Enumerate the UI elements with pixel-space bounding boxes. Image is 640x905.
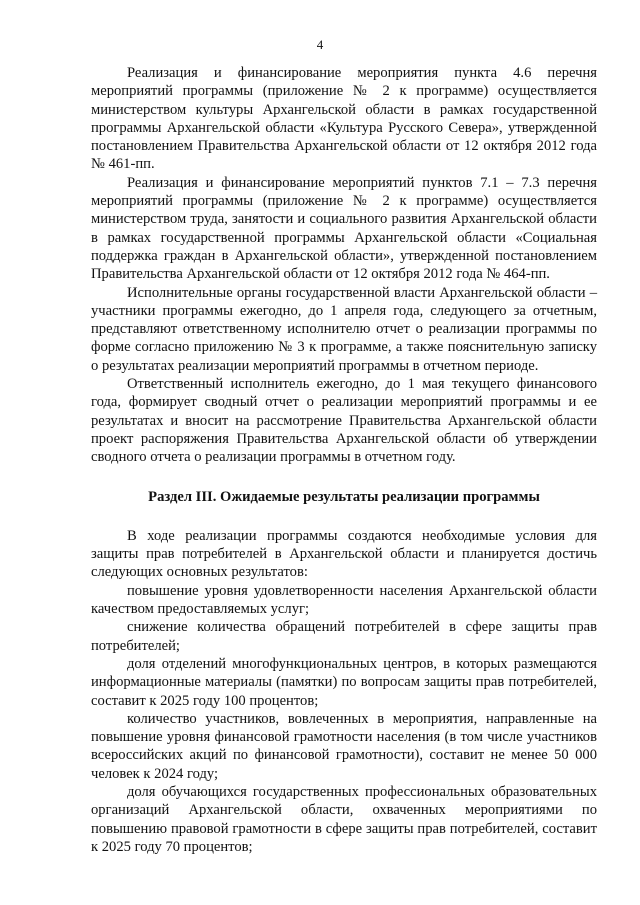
paragraph-funding-culture: Реализация и финансирование мероприятия пункта 4.6 перечня мероприятий программы (приложение № 2 к программе) осуществляется министерством культуры Архангельской области в рамках государственной программы Архангельской области «Культура Русского Севера», утвержденной постановлением Правительства Архангельской области от 12 октября 2012 года № 461-пп. [91, 65, 597, 173]
paragraph-expected-results-intro: В ходе реализации программы создаются необходимые условия для защиты прав потребителей в Архангельской области и планируется достичь следующих основных результатов: [91, 527, 597, 581]
result-item-students-share: доля обучающихся государственных профессиональных образовательных организаций Архангельской области, охваченных мероприятиями по повышению правовой грамотности в сфере защиты прав потребителей, составит к 2025 году 70 процентов; [91, 783, 597, 855]
result-item-mfc-share: доля отделений многофункциональных центров, в которых размещаются информационные материалы (памятки) по вопросам защиты прав потребителей, составит к 2025 году 100 процентов; [91, 655, 597, 709]
paragraph-funding-labor: Реализация и финансирование мероприятий пунктов 7.1 – 7.3 перечня мероприятий программы (приложение № 2 к программе) осуществляется министерством труда, занятости и социального развития Архангельской области в рамках государственной программы Архангельской области «Социальная поддержка граждан в Архангельской области», утвержденной постановлением Правительства Архангельской области от 12 октября 2012 года № 464-пп. [91, 174, 597, 283]
section-heading: Раздел III. Ожидаемые результаты реализации программы [148, 488, 540, 505]
document-body [91, 64, 597, 856]
result-item-satisfaction: повышение уровня удовлетворенности населения Архангельской области качеством предоставляемых услуг; [91, 582, 597, 618]
page-number: 4 [316, 37, 324, 52]
result-item-financial-literacy: количество участников, вовлеченных в мероприятия, направленные на повышение уровня финансовой грамотности населения (в том числе участников всероссийских акций по финансовой грамотности), составит не менее 50 000 человек к 2024 году; [91, 710, 597, 782]
paragraph-executive-report: Исполнительные органы государственной власти Архангельской области – участники программы ежегодно, до 1 апреля года, следующего за отчетным, представляют ответственному исполнителю отчет о реализации программы по форме согласно приложению № 3 к программе, а также пояснительную записку о результатах реализации мероприятий программы в отчетном периоде. [91, 284, 597, 374]
paragraph-summary-report: Ответственный исполнитель ежегодно, до 1 мая текущего финансового года, формирует сводный отчет о реализации мероприятий программы и ее результатах и вносит на рассмотрение Правительства Архангельской области проект распоряжения Правительства Архангельской области об утверждении сводного отчета о реализации программы в отчетном году. [91, 376, 597, 466]
result-item-complaints: снижение количества обращений потребителей в сфере защиты прав потребителей; [91, 619, 597, 654]
